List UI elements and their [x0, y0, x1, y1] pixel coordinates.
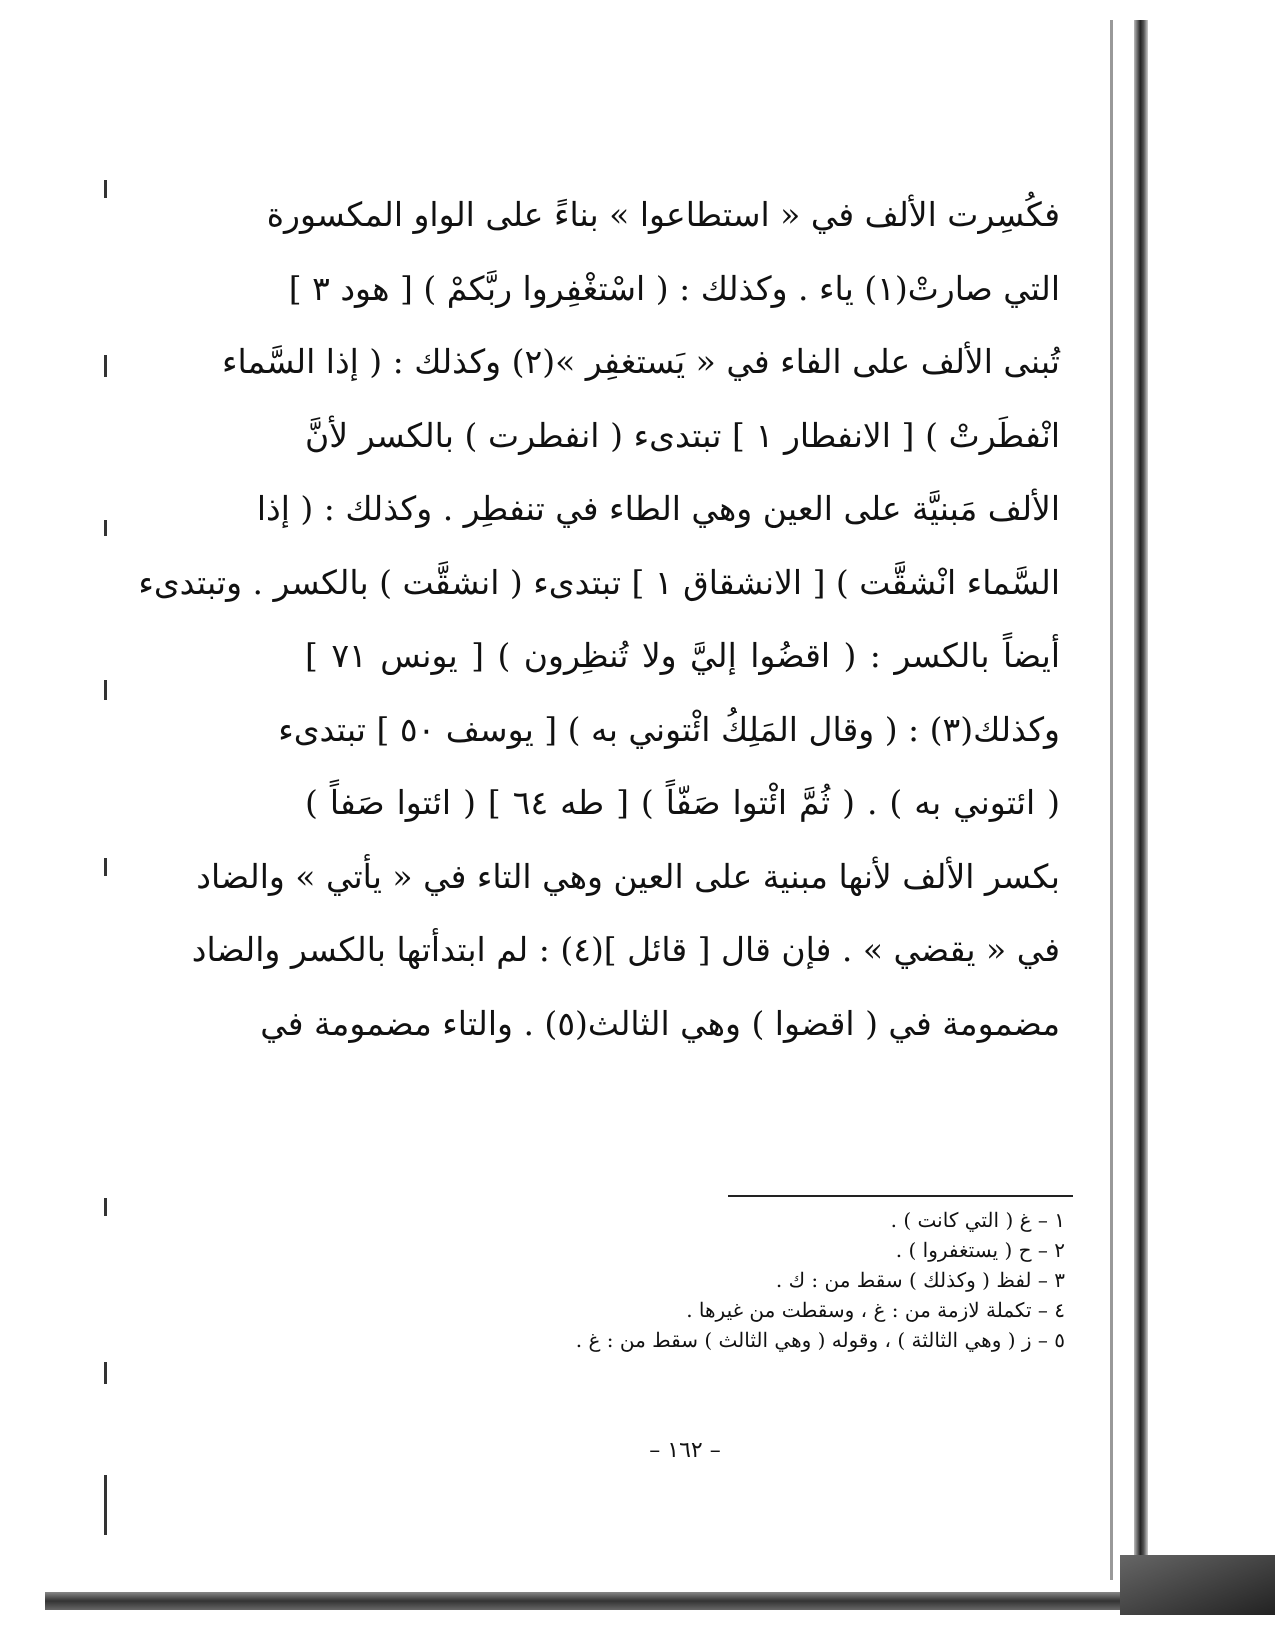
margin-mark: [104, 858, 107, 876]
footnotes: [575, 1205, 1065, 1355]
body-line: وكذلك(٣) : ( وقال المَلِكُ ائْتوني به ) [ يوسف ٥٠ ] تبتدىء: [278, 709, 1060, 749]
margin-mark: [104, 1475, 107, 1535]
margin-mark: [104, 520, 107, 536]
body-line: في « يقضي » . فإن قال [ قائل ](٤) : لم ابتدأتها بالكسر والضاد: [191, 930, 1060, 969]
body-line: مضمومة في ( اقضوا ) وهي الثالث(٥) . والتاء مضمومة في: [260, 1003, 1060, 1043]
footnote-divider: [728, 1195, 1073, 1197]
body-line: السَّماء انْشقَّت ) [ الانشقاق ١ ] تبتدىء ( انشقَّت ) بالكسر . وتبتدىء: [138, 562, 1060, 602]
margin-mark: [104, 1198, 107, 1216]
body-line: انْفطَرتْ ) [ الانفطار ١ ] تبتدىء ( انفطرت ) بالكسر لأنَّ: [305, 415, 1060, 455]
margin-mark: [104, 355, 107, 377]
bottom-scan-shadow: [45, 1592, 1275, 1610]
footnote: ٢ – ح ( يستغفروا ) .: [895, 1238, 1065, 1262]
footnote: ١ – غ ( التي كانت ) .: [890, 1208, 1065, 1232]
body-line: تُبنى الألف على الفاء في « يَستغفِر »(٢) وكذلك : ( إذا السَّماء: [221, 342, 1060, 381]
binding-edge-shadow: [1134, 20, 1148, 1580]
body-line: فكُسِرت الألف في « استطاعوا » بناءً على الواو المكسورة: [266, 195, 1060, 234]
footnote: ٤ – تكملة لازمة من : غ ، وسقطت من غيرها .: [686, 1298, 1065, 1322]
body-line: التي صارتْ(١) ياء . وكذلك : ( اسْتغْفِروا ربَّكمْ ) [ هود ٣ ]: [288, 268, 1060, 308]
footnote: ٣ – لفظ ( وكذلك ) سقط من : ك .: [775, 1268, 1065, 1292]
body-line: ( ائتوني به ) . ( ثُمَّ ائْتوا صَفّاً ) [ طه ٦٤ ] ( ائتوا صَفاً ): [305, 783, 1060, 822]
margin-mark: [104, 680, 107, 700]
body-line: الألف مَبنيَّة على العين وهي الطاء في تنفطِر . وكذلك : ( إذا: [256, 489, 1060, 528]
footnote: ٥ – ز ( وهي الثالثة ) ، وقوله ( وهي الثالث ) سقط من : غ .: [575, 1328, 1065, 1352]
body-text: [138, 178, 1060, 1060]
margin-mark: [104, 1362, 107, 1384]
body-line: بكسر الألف لأنها مبنية على العين وهي التاء في « يأتي » والضاد: [196, 856, 1060, 896]
body-line: أيضاً بالكسر : ( اقضُوا إليَّ ولا تُنظِرون ) [ يونس ٧١ ]: [305, 636, 1060, 675]
margin-mark: [104, 180, 107, 198]
binding-edge-line: [1110, 20, 1113, 1580]
corner-scan-shadow: [1120, 1555, 1275, 1615]
page-number: – ١٦٢ –: [649, 1438, 721, 1463]
